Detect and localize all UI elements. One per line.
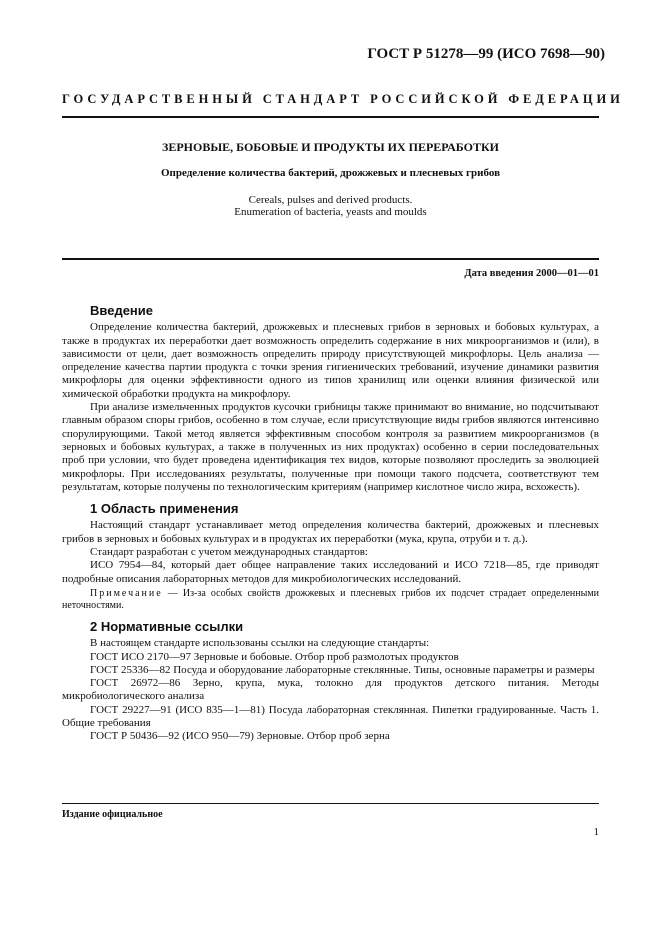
reference-item: ГОСТ ИСО 2170—97 Зерновые и бобовые. Отбор проб размолотых продуктов <box>90 650 459 663</box>
section-2-intro: В настоящем стандарте использованы ссылки на следующие стандарты: <box>90 637 430 650</box>
document-body <box>62 304 599 744</box>
section-1-note <box>62 588 599 612</box>
section-references <box>62 620 599 744</box>
section-1-paragraph-3: ИСО 7954—84, который дает общее направление таких исследований и ИСО 7218—85, где приводят подробные описания лабораторных методов для микробиологических исследований. <box>62 559 599 585</box>
middle-divider <box>62 258 599 260</box>
intro-heading: Введение <box>90 303 153 318</box>
section-1-heading: 1 Область применения <box>90 501 239 517</box>
note-text: — Из-за особых свойств дрожжевых и плесневых грибов их подсчет страдает определенными неточностями. <box>62 587 599 611</box>
reference-item: ГОСТ Р 50436—92 (ИСО 950—79) Зерновые. Отбор проб зерна <box>90 730 390 743</box>
reference-item: ГОСТ 26972—86 Зерно, крупа, мука, толокно для продуктов детского питания. Методы микробиологического анализа <box>62 677 599 703</box>
footer-divider <box>62 803 599 804</box>
english-title <box>62 194 599 218</box>
edition-label: Издание официальное <box>62 809 163 820</box>
english-title-line-1: Cereals, pulses and derived products. <box>248 194 413 206</box>
document-code: ГОСТ Р 51278—99 (ИСО 7698—90) <box>367 46 605 62</box>
intro-paragraph-1: Определение количества бактерий, дрожжевых и плесневых грибов в зерновых и бобовых культурах, а также в продуктах их переработки дает возможность определить содержание в них микроорганизмов и (или), в зависимости от цели, дает возможность определить природу присутствующей микрофлоры. Цель анализа — определение качества партии продукта с точки зрения гигиенических требований, изучение динамики развития микрофлоры для оценки эффективности одного из типов хранилищ или оценки влияния физической или химической обработки продукта на микрофлору. <box>62 321 599 400</box>
english-title-line-2: Enumeration of bacteria, yeasts and moulds <box>234 206 427 218</box>
section-1-paragraph-2: Стандарт разработан с учетом международных стандартов: <box>90 546 368 559</box>
page-number: 1 <box>593 826 599 838</box>
state-standard-title: ГОСУДАРСТВЕННЫЙ СТАНДАРТ РОССИЙСКОЙ ФЕДЕРАЦИИ <box>62 92 624 106</box>
reference-item: ГОСТ 25336—82 Посуда и оборудование лабораторные стеклянные. Типы, основные параметры и размеры <box>90 663 595 676</box>
top-divider <box>62 116 599 118</box>
section-1-paragraph-1: Настоящий стандарт устанавливает метод определения количества бактерий, дрожжевых и плесневых грибов в зерновых и бобовых культурах и в продуктах их переработки (мука, крупа, отруби и т. д.). <box>62 519 599 545</box>
introduction-date: Дата введения 2000—01—01 <box>464 268 599 279</box>
intro-paragraph-2: При анализе измельченных продуктов кусочки грибницы также принимают во внимание, но подсчитывают главным образом споры грибов, особенно в том случае, если присутствующие виды грибов являются интенсивно спорулирующими. Такой метод является эффективным способом контроля за развитием микроорганизмов (в зерновых и бобовых культурах, а также в полученных из них продуктах) особенно в серии последовательных проб при условии, что будет проведена идентификация тех видов, которые позволяют проследить за эволюцией микрофлоры. При исследованиях результаты, полученные при помощи такого подсчета, соответствуют тем результатам, которые получены по технологическим критериям (например кислотное число жира, всхожесть). <box>62 401 599 493</box>
sub-title: Определение количества бактерий, дрожжевых и плесневых грибов <box>160 167 501 179</box>
section-2-heading: 2 Нормативные ссылки <box>90 618 244 634</box>
reference-item: ГОСТ 29227—91 (ИСО 835—1—81) Посуда лабораторная стеклянная. Пипетки градуированные. Часть 1. Общие требования <box>62 703 599 730</box>
section-scope <box>62 502 599 612</box>
main-title: ЗЕРНОВЫЕ, БОБОВЫЕ И ПРОДУКТЫ ИХ ПЕРЕРАБОТКИ <box>161 140 499 154</box>
note-label: Примечание <box>90 587 163 599</box>
